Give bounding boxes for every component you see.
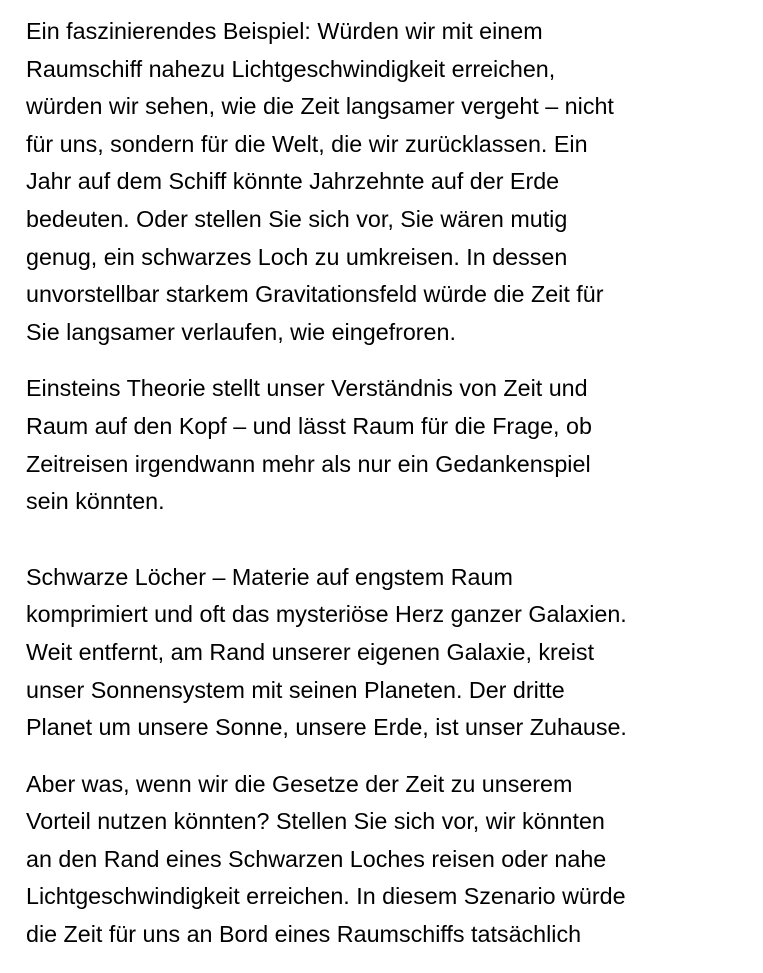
paragraph-2 <box>26 370 761 520</box>
text-line: für uns, sondern für die Welt, die wir zurücklassen. Ein <box>26 130 588 157</box>
text-line: Schwarze Löcher – Materie auf engstem Raum <box>26 563 513 590</box>
text-line: komprimiert und oft das mysteriöse Herz ganzer Galaxien. <box>26 601 627 628</box>
text-line: Planet um unsere Sonne, unsere Erde, ist unser Zuhause. <box>26 714 627 741</box>
paragraph-3 <box>26 559 761 747</box>
paragraph-1 <box>26 13 761 351</box>
text-line: würden wir sehen, wie die Zeit langsamer vergeht – nicht <box>26 93 614 120</box>
text-line: bedeuten. Oder stellen Sie sich vor, Sie wären mutig <box>26 205 568 232</box>
text-line: Zeitreisen irgendwann mehr als nur ein Gedankenspiel <box>26 450 591 477</box>
text-line: die Zeit für uns an Bord eines Raumschiffs tatsächlich <box>26 921 582 948</box>
text-line: Einsteins Theorie stellt unser Verständnis von Zeit und <box>26 375 588 402</box>
text-line: Lichtgeschwindigkeit erreichen. In diesem Szenario würde <box>26 883 626 910</box>
text-line: an den Rand eines Schwarzen Loches reisen oder nahe <box>26 845 607 872</box>
text-line: Raum auf den Kopf – und lässt Raum für die Frage, ob <box>26 412 592 439</box>
text-line: Weit entfernt, am Rand unserer eigenen Galaxie, kreist <box>26 638 595 665</box>
text-line: Ein faszinierendes Beispiel: Würden wir mit einem <box>26 18 543 44</box>
text-line: Jahr auf dem Schiff könnte Jahrzehnte auf der Erde <box>26 168 560 195</box>
text-line: sein könnten. <box>26 488 165 515</box>
text-line: Aber was, wenn wir die Gesetze der Zeit zu unserem <box>26 770 573 797</box>
text-line: Vorteil nutzen könnten? Stellen Sie sich vor, wir könnten <box>26 808 605 835</box>
paragraph-4 <box>26 766 761 954</box>
text-line: unvorstellbar starkem Gravitationsfeld würde die Zeit für <box>26 281 604 308</box>
text-line: Sie langsamer verlaufen, wie eingefroren. <box>26 318 456 345</box>
text-line: Raumschiff nahezu Lichtgeschwindigkeit erreichen, <box>26 55 556 82</box>
document-body <box>26 13 761 973</box>
text-line: unser Sonnensystem mit seinen Planeten. Der dritte <box>26 676 565 703</box>
text-line: genug, ein schwarzes Loch zu umkreisen. In dessen <box>26 243 568 270</box>
